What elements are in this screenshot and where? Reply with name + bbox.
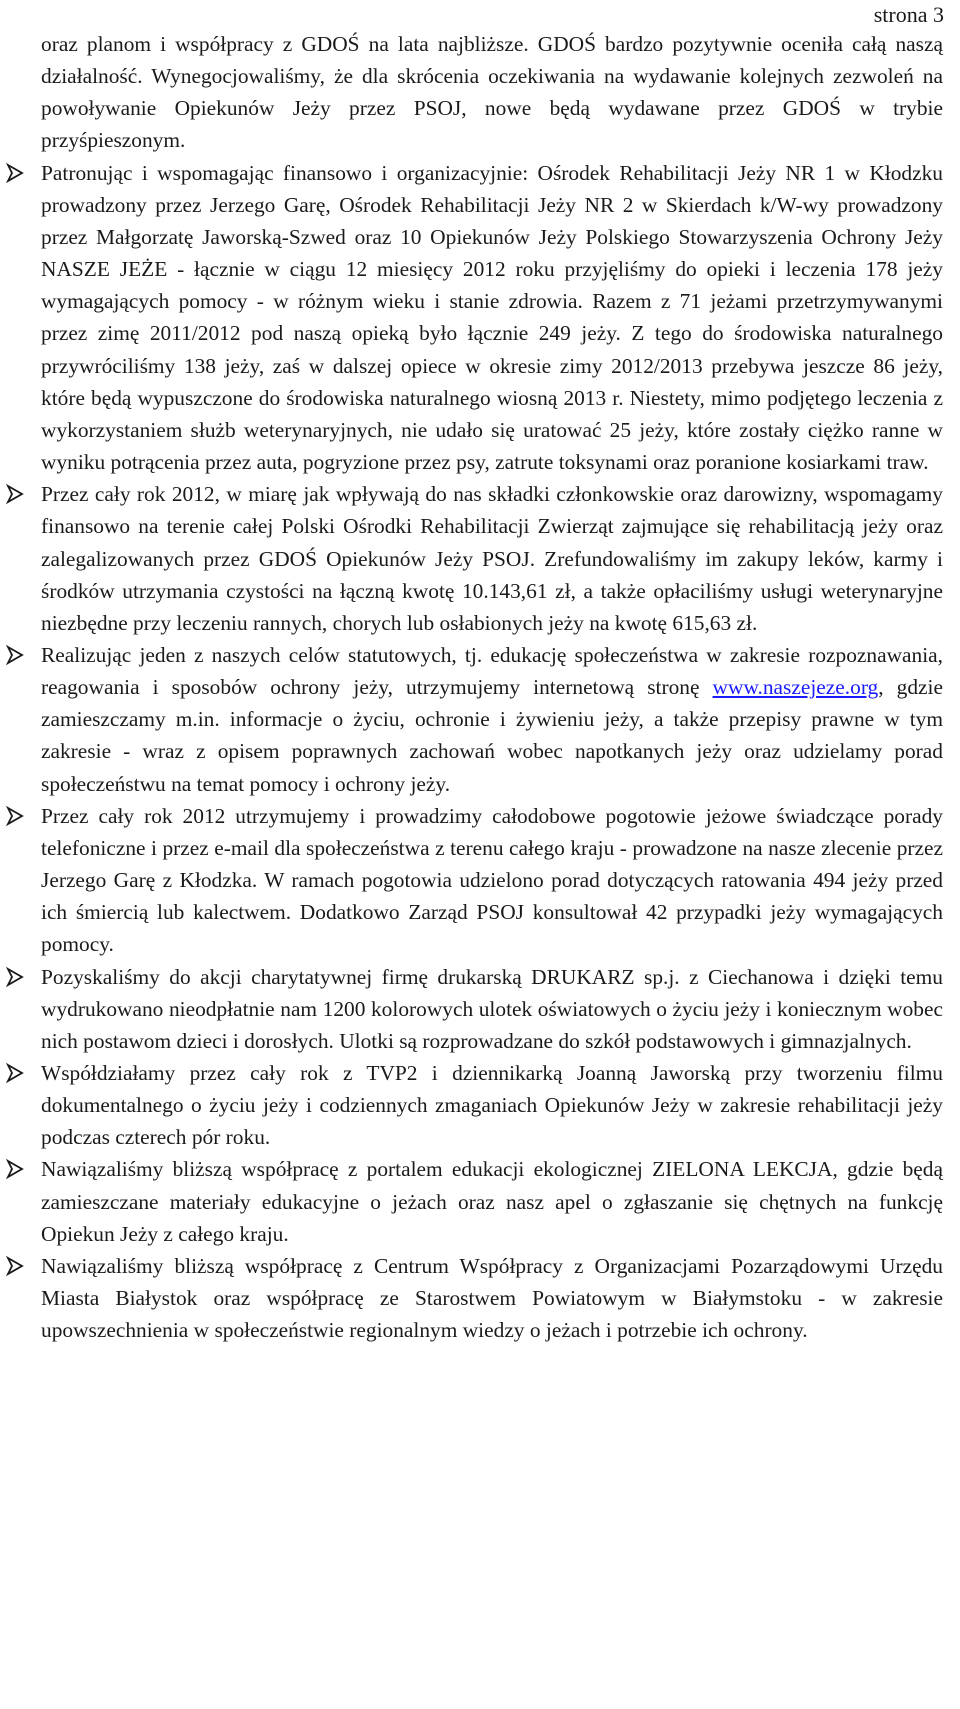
arrowhead-bullet-icon bbox=[3, 1057, 27, 1089]
list-item bbox=[41, 639, 943, 800]
list-item bbox=[41, 1057, 943, 1153]
list-item bbox=[41, 800, 943, 961]
arrowhead-bullet-icon bbox=[3, 157, 27, 189]
arrowhead-bullet-icon bbox=[3, 639, 27, 671]
arrowhead-bullet-icon bbox=[3, 1153, 27, 1185]
page-number: strona 3 bbox=[873, 2, 944, 27]
arrowhead-bullet-icon bbox=[3, 1250, 27, 1282]
list-item-text: Nawiązaliśmy bliższą współpracę z Centrum Współpracy z Organizacjami Pozarządowymi Urzędu Miasta Białystok oraz współpracę ze Starostwem Powiatowym w Białymstoku - w zakresie upowszechnienia w społeczeństwie regionalnym wiedzy o jeżach i potrzebie ich ochrony. bbox=[41, 1253, 943, 1343]
list-item-text: Współdziałamy przez cały rok z TVP2 i dziennikarką Joanną Jaworską przy tworzeniu filmu dokumentalnego o życiu jeży i codziennych zmaganiach Opiekunów Jeży w zakresie rehabilitacji jeży podczas czterech pór roku. bbox=[41, 1061, 943, 1150]
list-item-text: Nawiązaliśmy bliższą współpracę z portalem edukacji ekologicznej ZIELONA LEKCJA, gdzie będą zamieszczane materiały edukacyjne o jeżach oraz nasz apel o zgłaszanie się chętnych na funkcję Opiekun Jeży z całego kraju. bbox=[41, 1157, 943, 1246]
document-body bbox=[41, 28, 943, 1346]
list-item-text: Patronując i wspomagając finansowo i organizacyjnie: Ośrodek Rehabilitacji Jeży NR 1 w Kłodzku prowadzony przez Jerzego Garę, Ośrodek Rehabilitacji Jeży NR 2 w Skierdach k/W-wy prowadzony przez Małgorzatę Jaworską-Szwed oraz 10 Opiekunów Jeży Polskiego Stowarzyszenia Ochrony Jeży NASZE JEŻE - łącznie w ciągu 12 miesięcy 2012 roku przyjęliśmy do opieki i leczenia 178 jeży wymagających pomocy - w różnym wieku i stanie zdrowia. Razem z 71 jeżami przetrzymywanymi przez zimę 2011/2012 pod naszą opieką było łącznie 249 jeży. Z tego do środowiska naturalnego przywróciliśmy 138 jeży, zaś w dalszej opiece w okresie zimy 2012/2013 przebywa jeszcze 86 jeży, które będą wypuszczone do środowiska naturalnego wiosną 2013 r. Niestety, mimo podjętego leczenia z wykorzystaniem służb weterynaryjnych, nie udało się uratować 25 jeży, które zostały ciężko ranne w wyniku potrącenia przez auta, pogryzione przez psy, zatrute toksynami oraz poranione kosiarkami traw. bbox=[41, 160, 943, 475]
activity-list bbox=[41, 157, 943, 1347]
arrowhead-bullet-icon bbox=[3, 800, 27, 832]
intro-paragraph: oraz planom i współpracy z GDOŚ na lata najbliższe. GDOŚ bardzo pozytywnie oceniła całą naszą działalność. Wynegocjowaliśmy, że dla skrócenia oczekiwania na wydawanie kolejnych zezwoleń na powoływanie Opiekunów Jeży przez PSOJ, nowe będą wydawane przez GDOŚ w trybie przyśpieszonym. bbox=[41, 32, 943, 153]
list-item-text-before-link: Realizując jeden z naszych celów statutowych, tj. edukację społeczeństwa w zakresie rozpoznawania, reagowania i sposobów ochrony jeży, utrzymujemy internetową stronę bbox=[41, 642, 943, 700]
list-item bbox=[41, 478, 943, 639]
list-item-text: Przez cały rok 2012 utrzymujemy i prowadzimy całodobowe pogotowie jeżowe świadczące porady telefoniczne i przez e-mail dla społeczeństwa z terenu całego kraju - prowadzone na nasze zlecenie przez Jerzego Garę z Kłodzka. W ramach pogotowia udzielono porad dotyczących ratowania 494 jeży przed ich śmiercią lub kalectwem. Dodatkowo Zarząd PSOJ konsultował 42 przypadki jeży wymagających pomocy. bbox=[41, 803, 943, 957]
list-item bbox=[41, 1153, 943, 1249]
arrowhead-bullet-icon bbox=[3, 961, 27, 993]
list-item bbox=[41, 157, 943, 479]
list-item-text: Pozyskaliśmy do akcji charytatywnej firmę drukarską DRUKARZ sp.j. z Ciechanowa i dzięki temu wydrukowano nieodpłatnie nam 1200 kolorowych ulotek oświatowych o życiu jeży i koniecznym wobec nich postawom dzieci i dorosłych. Ulotki są rozprowadzane do szkół podstawowych i gimnazjalnych. bbox=[41, 964, 943, 1053]
arrowhead-bullet-icon bbox=[3, 478, 27, 510]
list-item bbox=[41, 1250, 943, 1346]
website-link[interactable]: www.naszejeze.org bbox=[712, 675, 879, 700]
list-item bbox=[41, 961, 943, 1057]
list-item-text-after-link: , gdzie zamieszczamy m.in. informacje o życiu, ochronie i żywieniu jeży, a także przepisy prawne w tym zakresie - wraz z opisem poprawnych zachowań wobec napotkanych jeży oraz udzielamy porad społeczeństwu na temat pomocy i ochrony jeży. bbox=[41, 675, 943, 796]
list-item-text: Przez cały rok 2012, w miarę jak wpływają do nas składki członkowskie oraz darowizny, wspomagamy finansowo na terenie całej Polski Ośrodki Rehabilitacji Zwierząt zajmujące się rehabilitacją jeży oraz zalegalizowanych przez GDOŚ Opiekunów Jeży PSOJ. Zrefundowaliśmy im zakupy leków, karmy i środków utrzymania czystości na łączną kwotę 10.143,61 zł, a także opłaciliśmy usługi weterynaryjne niezbędne przy leczeniu rannych, chorych lub osłabionych jeży na kwotę 615,63 zł. bbox=[41, 482, 943, 635]
